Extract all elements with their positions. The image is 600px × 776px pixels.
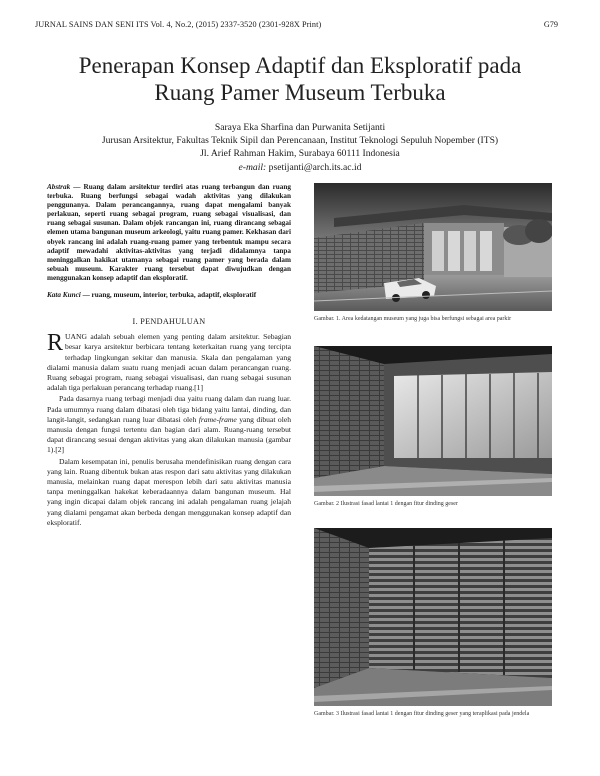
left-column	[47, 183, 291, 528]
facade-sliding-wall-render	[314, 346, 552, 496]
abstract-text: — Ruang dalam arsitektur terdiri atas ruang terbangun dan ruang terbuka. Ruang berfungsi sebagai wadah aktivitas yang dilakukan penggunanya. Dalam perancangannya, ruang dapat mengalami banyak perlakuan, seperti ruang sebagai program, ruang sebagai visualisasi, dan ruang sebagai susunan. Dalam objek rancangan ini, ruang dirancang sebagai elemen utama bangunan museum arkeologi, yaitu ruang pamer. Kekhasan dari obyek rancang ini adalah ruang-ruang pamer yang terbentuk mampu secara adaptif mewadahi aktivitas-aktivitas yang terjadi didalamnya tanpa meninggalkan hakikat utamanya sebagai ruang pamer yang berada dalam sebuah museum. Karakter ruang tersebut dapat diwujudkan dengan menggunakan konsep adaptif dan eksploratif.	[47, 183, 291, 282]
author-affiliation: Jurusan Arsitektur, Fakultas Teknik Sipil dan Perencanaan, Institut Teknologi Sepuluh Nopember (ITS)	[101, 135, 499, 147]
figure-2-image	[314, 346, 552, 496]
figure-2	[314, 346, 552, 508]
paragraph-2	[47, 394, 291, 455]
journal-header: JURNAL SAINS DAN SENI ITS Vol. 4, No.2, (2015) 2337-3520 (2301-928X Print)	[35, 20, 322, 29]
figure-3-caption: Gambar. 3 Ilustrasi fasad lantai 1 dengan fitur dinding geser yang teraplikasi pada jendela	[314, 711, 530, 717]
page-number: G79	[543, 20, 558, 29]
author-email-line	[0, 161, 600, 174]
author-address: Jl. Arief Rahman Hakim, Surabaya 60111 Indonesia	[200, 148, 400, 160]
author-email[interactable]: psetijanti@arch.its.ac.id	[268, 161, 362, 173]
email-label: e-mail:	[238, 161, 267, 173]
figure-3-image	[314, 528, 552, 706]
author-names: Saraya Eka Sharfina dan Purwanita Setijanti	[214, 122, 386, 133]
title-line-1: Penerapan Konsep Adaptif dan Eksploratif pada	[78, 53, 522, 78]
museum-arrival-render	[314, 183, 552, 311]
keywords-text: — ruang, museum, interior, terbuka, adaptif, eksploratif	[80, 291, 257, 300]
paragraph-1	[47, 332, 291, 393]
figure-2-caption: Gambar. 2 Ilustrasi fasad lantai 1 dengan fitur dinding geser	[314, 501, 458, 507]
paragraph-1-text: UANG adalah sebuah elemen yang penting dalam arsitektur. Sebagian besar karya arsitektur berbicara tentang keterkaitan ruang yang tercipta terhadap lingkungan sekitar dan manusia. Skala dan pengalaman yang dialami manusia dalam suatu ruang menjadi acuan dalam perancangan ruang. Ruang sebagai program, ruang sebagai visualisasi, dan ruang sebagai susunan adalah tiga perlakuan perancang terhadap ruang.[1]	[47, 332, 291, 393]
dropcap: R	[47, 330, 64, 357]
keywords-label: Kata Kunci	[47, 291, 81, 300]
abstract	[47, 183, 291, 283]
section-heading: I. PENDAHULUAN	[132, 317, 206, 327]
abstract-label: Abstrak	[47, 183, 71, 191]
figure-3	[314, 528, 552, 718]
facade-louver-window-render	[314, 528, 552, 706]
paragraph-2-italic: frame-frame	[198, 414, 237, 424]
figure-1	[314, 183, 552, 323]
figure-1-caption: Gambar. 1. Area kedatangan museum yang juga bisa berfungsi sebagai area parkir	[314, 316, 512, 322]
paragraph-2-text-a: Pada dasarnya ruang terbagi menjadi dua yaitu ruang dalam dan ruang luar. Pada umumnya ruang dalam dibatasi oleh tiga bidang yaitu lantai, dinding, dan langit-langit, sedangkan ruang luar dibatasi oleh	[47, 394, 291, 424]
author-block	[0, 121, 600, 174]
figure-1-image	[314, 183, 552, 311]
paper-title	[0, 52, 600, 106]
paragraph-3: Dalam kesempatan ini, penulis berusaha mendefinisikan ruang dengan cara yang lain. Ruang dibentuk bukan atas respon dari satu aktivitas yang dilakukan manusia, melainkan ruang dapat merespon lebih dari satu aktivitas manusia tanpa meninggalkan hakekat keberadaannya dalam bangunan museum. Hal yang ingin dicapai dalam objek rancang ini adalah pengalaman ruang jelajah yang dialami pengamat akan berbeda dengan menggunakan konsep adaptif dan eksploratif.	[47, 456, 291, 527]
keywords	[47, 291, 291, 300]
paragraph-2-text-b: yang dibuat oleh manusia dengan fungsi tertentu dan bagian dari alam. Ruang-ruang tersebut dapat dirancang sesuai dengan aktivitas yang akan dilakukan manusia (gambar 1).[2]	[47, 414, 292, 455]
title-line-2: Ruang Pamer Museum Terbuka	[154, 80, 446, 105]
